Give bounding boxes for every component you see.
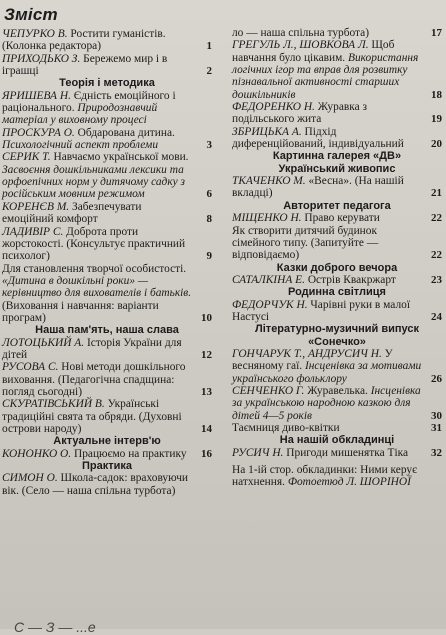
entry-title: Обдарована дитина.	[77, 126, 175, 139]
entry-author: ПРОСКУРА О.	[2, 126, 75, 139]
entry-title: Журавелька.	[307, 384, 371, 397]
entry-page-number: 18	[431, 88, 442, 101]
entry-subtitle: Інсценівка за мотивами українського фольклору	[232, 360, 422, 385]
section-heading: Картинна галерея «ДВ»	[272, 150, 402, 163]
entry-page-number: 26	[431, 372, 442, 385]
entry-title: ло — наша спільна турбота)	[232, 27, 370, 39]
entry-author: СКУРАТІВСЬКИЙ В.	[2, 398, 105, 411]
toc-entry	[232, 39, 442, 101]
contents-left-column	[2, 28, 212, 497]
entry-title: Нові методи дошкільного виховання. (Педагогічна спадщина: погляд сьогодні)	[2, 361, 186, 398]
entry-title: Українські традиційні свята та обряди. (Духовні острови народу)	[2, 398, 182, 435]
toc-entry	[2, 448, 212, 460]
entry-page-number: 23	[431, 273, 442, 286]
entry-title: Школа-садок: враховуючи вік. (Село — наша спільна турбота)	[2, 472, 189, 497]
toc-entry	[2, 127, 212, 152]
entry-page-number: 13	[201, 385, 212, 398]
toc-entry	[232, 348, 442, 385]
section-heading: Літературно-музичний випуск «Сонечко»	[255, 323, 419, 348]
entry-author: ЗБРИЦЬКА А.	[232, 125, 302, 138]
entry-author: РУСОВА С.	[2, 361, 59, 374]
section-heading: Родинна світлиця	[288, 286, 386, 299]
entry-author: САТАЛКІНА Е.	[232, 273, 305, 286]
entry-page-number: 2	[206, 65, 212, 78]
toc-entry	[232, 385, 442, 422]
entry-subtitle: Використання логічних ігор та вправ для розвитку пізнавальної активності старших дошкільників	[232, 51, 419, 101]
toc-entry	[2, 398, 212, 435]
entry-author: РУСИЧ Н.	[232, 446, 284, 459]
entry-title: Працюємо на практику	[73, 447, 187, 460]
entry-page-number: 12	[201, 348, 212, 361]
entry-title: Право керувати	[304, 212, 380, 225]
entry-author: ГРЕГУЛЬ Л., ШОВКОВА Л.	[232, 39, 369, 52]
entry-author: СЕНЧЕНКО Г.	[232, 384, 305, 397]
entry-page-number: 6	[206, 188, 212, 201]
entry-author: ЛОТОЦЬКИЙ А.	[2, 336, 85, 349]
toc-entry	[2, 53, 212, 78]
entry-subtitle: Засвоєння дошкільниками лексики та орфоепічних норм у дитячому садку з російським мовним режимом	[2, 163, 185, 201]
entry-title: Пригоди мишенятка Тіка	[286, 446, 409, 459]
entry-subtitle: Інсценівка за українською народною казкою для дітей 4—5 років	[232, 384, 421, 422]
entry-author: ЛАДИВІР С.	[2, 225, 64, 238]
entry-subtitle: «Дитина в дошкільні роки» — керівництво для вихователів і батьків.	[2, 274, 192, 300]
toc-entry	[232, 274, 442, 286]
entry-subtitle: Фотоетюд Л. ШОРІНОЇ	[287, 476, 411, 489]
toc-entry	[2, 226, 212, 263]
toc-entry	[232, 101, 442, 126]
toc-entry	[2, 337, 212, 362]
entry-page-number: 9	[206, 250, 212, 263]
entry-author: ЯРИШЕВА Н.	[2, 89, 71, 102]
entry-page-number: 8	[206, 213, 212, 226]
section-heading: Наша пам'ять, наша слава	[35, 324, 179, 337]
entry-author: КОРЕНЄВ М.	[2, 200, 70, 213]
toc-entry	[2, 263, 212, 325]
entry-title: Забезпечувати емоційний комфорт	[2, 200, 142, 226]
entry-title: Ростити гуманістів. (Колонка редактора)	[2, 28, 166, 53]
entry-page-number: 20	[431, 138, 442, 151]
entry-title: Чарівні руки в малої Настусі	[232, 298, 410, 323]
page-title: Зміст	[4, 5, 58, 24]
entry-author: ГОНЧАРУК Т., АНДРУСИЧ Н.	[232, 347, 382, 360]
entry-title: На 1-ій стор. обкладинки: Ними керує натхнення.	[232, 464, 417, 489]
entry-page-number: 1	[206, 40, 212, 53]
toc-entry	[2, 201, 212, 226]
entry-title: Таємниця диво-квітки	[232, 422, 340, 434]
toc-entry	[232, 225, 442, 262]
entry-author: ТКАЧЕНКО М.	[232, 175, 306, 188]
toc-entry	[232, 447, 442, 459]
entry-title: Єдність емоційного і раціонального.	[2, 89, 176, 115]
toc-entry	[232, 212, 442, 224]
toc-entry	[2, 90, 212, 127]
section-heading: На нашій обкладинці	[279, 434, 395, 447]
entry-author: СИМОН О.	[2, 472, 58, 485]
entry-page-number: 10	[201, 311, 212, 324]
entry-page-number: 17	[431, 27, 442, 39]
entry-title: Доброта проти жорстокості. (Консультує практичний психолог)	[2, 225, 186, 263]
entry-title: Острів Квакржарт	[307, 273, 396, 286]
entry-author: ФЕДОРЧУК Н.	[232, 298, 308, 311]
section-heading: Практика	[81, 460, 133, 473]
entry-title: Навчаємо української мови.	[53, 151, 189, 164]
entry-page-number: 24	[431, 310, 442, 323]
entry-page-number: 21	[431, 187, 442, 200]
toc-entry	[232, 422, 442, 434]
toc-entry	[232, 464, 442, 489]
entry-page-number: 30	[431, 409, 442, 422]
entry-page-number: 16	[201, 447, 212, 460]
entry-title: Як створити дитячий будинок сімейного типу. (Запитуйте — відповідаємо)	[232, 224, 379, 262]
entry-page-number: 14	[201, 423, 212, 435]
entry-author: СЕРИК Т.	[2, 151, 51, 164]
section-heading: Актуальне інтерв'ю	[53, 435, 161, 448]
entry-page-number: 3	[206, 139, 212, 152]
section-heading: Казки доброго вечора	[276, 261, 398, 274]
entry-page-number: 19	[431, 113, 442, 126]
toc-entry	[2, 151, 212, 200]
contents-right-column	[232, 27, 442, 489]
entry-subtitle: Природознавчий матеріал у виховному процесі	[2, 102, 158, 127]
entry-note: (Виховання і навчання: варіанти програм)	[2, 299, 159, 324]
section-heading: Теорія і методика	[59, 77, 155, 90]
entry-author: ПРИХОДЬКО З.	[2, 52, 81, 65]
entry-author: КОНОНКО О.	[2, 447, 72, 460]
toc-entry	[232, 299, 442, 324]
toc-entry	[232, 126, 442, 151]
entry-page-number: 31	[431, 422, 442, 434]
entry-title: «Весна». (На нашій вкладці)	[232, 175, 404, 200]
toc-entry	[2, 361, 212, 398]
entry-page-number: 22	[431, 249, 442, 262]
entry-page-number: 22	[431, 212, 442, 225]
toc-entry	[232, 175, 442, 200]
toc-entry	[2, 28, 212, 53]
entry-title: Бережемо мир і в іграшці	[2, 52, 168, 78]
entry-title: Підхід диференційований, індивідуальний	[232, 125, 404, 151]
entry-author: ФЕДОРЕНКО Н.	[232, 101, 315, 114]
entry-title: Для становлення творчої особистості.	[2, 262, 187, 275]
entry-title: У весняному гаї.	[232, 347, 393, 373]
entry-title: Щоб навчання було цікавим.	[232, 39, 395, 64]
entry-author: МІЩЕНКО Н.	[232, 212, 302, 225]
toc-entry	[2, 472, 212, 497]
entry-author: ЧЕПУРКО В.	[2, 28, 68, 40]
entry-title: Історія України для дітей	[2, 336, 182, 361]
entry-title: Журавка з подільського жита	[232, 101, 368, 126]
entry-subtitle: Психологічний аспект проблеми	[2, 139, 159, 152]
section-heading: Український живопис	[278, 162, 396, 175]
section-heading: Авторитет педагога	[283, 199, 391, 212]
cut-off-heading: С — З — ...е	[14, 619, 96, 635]
toc-entry	[232, 27, 442, 39]
entry-page-number: 32	[431, 446, 442, 459]
